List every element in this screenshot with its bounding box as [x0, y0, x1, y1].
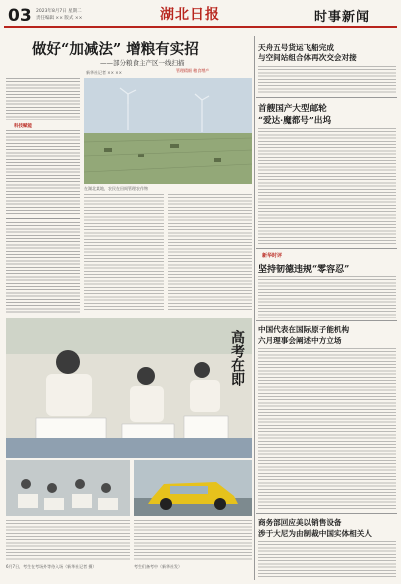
exam-scene-illustration: [6, 318, 252, 458]
right-divider-3: [256, 320, 397, 321]
right-divider-1: [256, 97, 397, 98]
exam-hall-illustration: [6, 460, 130, 516]
story5-body: [258, 541, 396, 579]
gaokao-vertical-tag: 高考在即: [229, 330, 245, 386]
lead-body-col1b: [6, 130, 80, 215]
story4-headline-line1: 中国代表在国际原子能机构: [258, 325, 350, 334]
date-line: 2023年8月7日 星期二: [36, 9, 82, 14]
lead-subhead: ——部分粮食主产区一线扫描: [100, 59, 185, 67]
farm-field-photo: [84, 78, 252, 184]
column-divider: [254, 36, 255, 580]
story5-headline-line1: 商务部回应美以销售设备: [258, 518, 342, 527]
bottom-caption-left: [6, 520, 130, 560]
story3-body: [258, 276, 396, 318]
masthead: [0, 0, 401, 34]
comment-label: 新华时评: [262, 253, 283, 259]
car-illustration: [134, 460, 252, 516]
story2-headline-line1: 首艘国产大型邮轮: [258, 104, 327, 114]
lead-body-col2: [84, 194, 164, 312]
story1-body: [258, 66, 396, 94]
right-divider-2: [256, 248, 397, 249]
section-label-tech: 科技赋能: [14, 124, 32, 129]
lead-body-col1: [6, 78, 80, 120]
col1-divider: [6, 218, 80, 219]
story4-body: [258, 348, 396, 510]
paper-name: 湖北日报: [160, 7, 220, 23]
story1-headline-line1: 天舟五号货运飞船完成: [258, 43, 334, 52]
masthead-rule: [4, 26, 397, 28]
bottom-left-caption-text: 6月7日，考生在考场外等待入场（新华社记者 摄）: [6, 564, 97, 569]
mid-section-label: 管理精细 粮食增产: [176, 68, 210, 73]
exam-students-photo: [6, 318, 252, 458]
story2-body: [258, 128, 396, 246]
bottom-caption-mid: [134, 520, 252, 560]
edition-line: 责任编辑 ×× 版式 ××: [36, 16, 83, 21]
exam-hall-photo: [6, 460, 130, 516]
story2-headline-line2: “爱达·魔都号”出坞: [258, 116, 332, 126]
car-photo: [134, 460, 252, 516]
photo-caption: 在湖北某地，农民在田间管理农作物: [84, 186, 148, 191]
bottom-mid-caption-text: 考生们备考中（新华社发）: [134, 564, 182, 569]
lead-body-col1c: [6, 222, 80, 314]
section-title: 时事新闻: [314, 10, 371, 25]
lead-headline: 做好“加减法” 增粮有实招: [32, 41, 199, 58]
story1-headline-line2: 与空间站组合体再次交会对接: [258, 53, 357, 62]
field-scene-illustration: [84, 78, 252, 184]
story4-headline-line2: 六月理事会阐述中方立场: [258, 336, 342, 345]
page-number: 03: [8, 6, 32, 26]
lead-byline: 新华社记者 ×× ××: [86, 70, 122, 75]
story5-headline-line2: 涉于大尼为由制裁中国实体相关人: [258, 529, 372, 538]
lead-body-col3: [168, 194, 252, 312]
right-divider-4: [256, 513, 397, 514]
story3-headline: 坚持韧德违规“零容忍”: [258, 265, 350, 275]
